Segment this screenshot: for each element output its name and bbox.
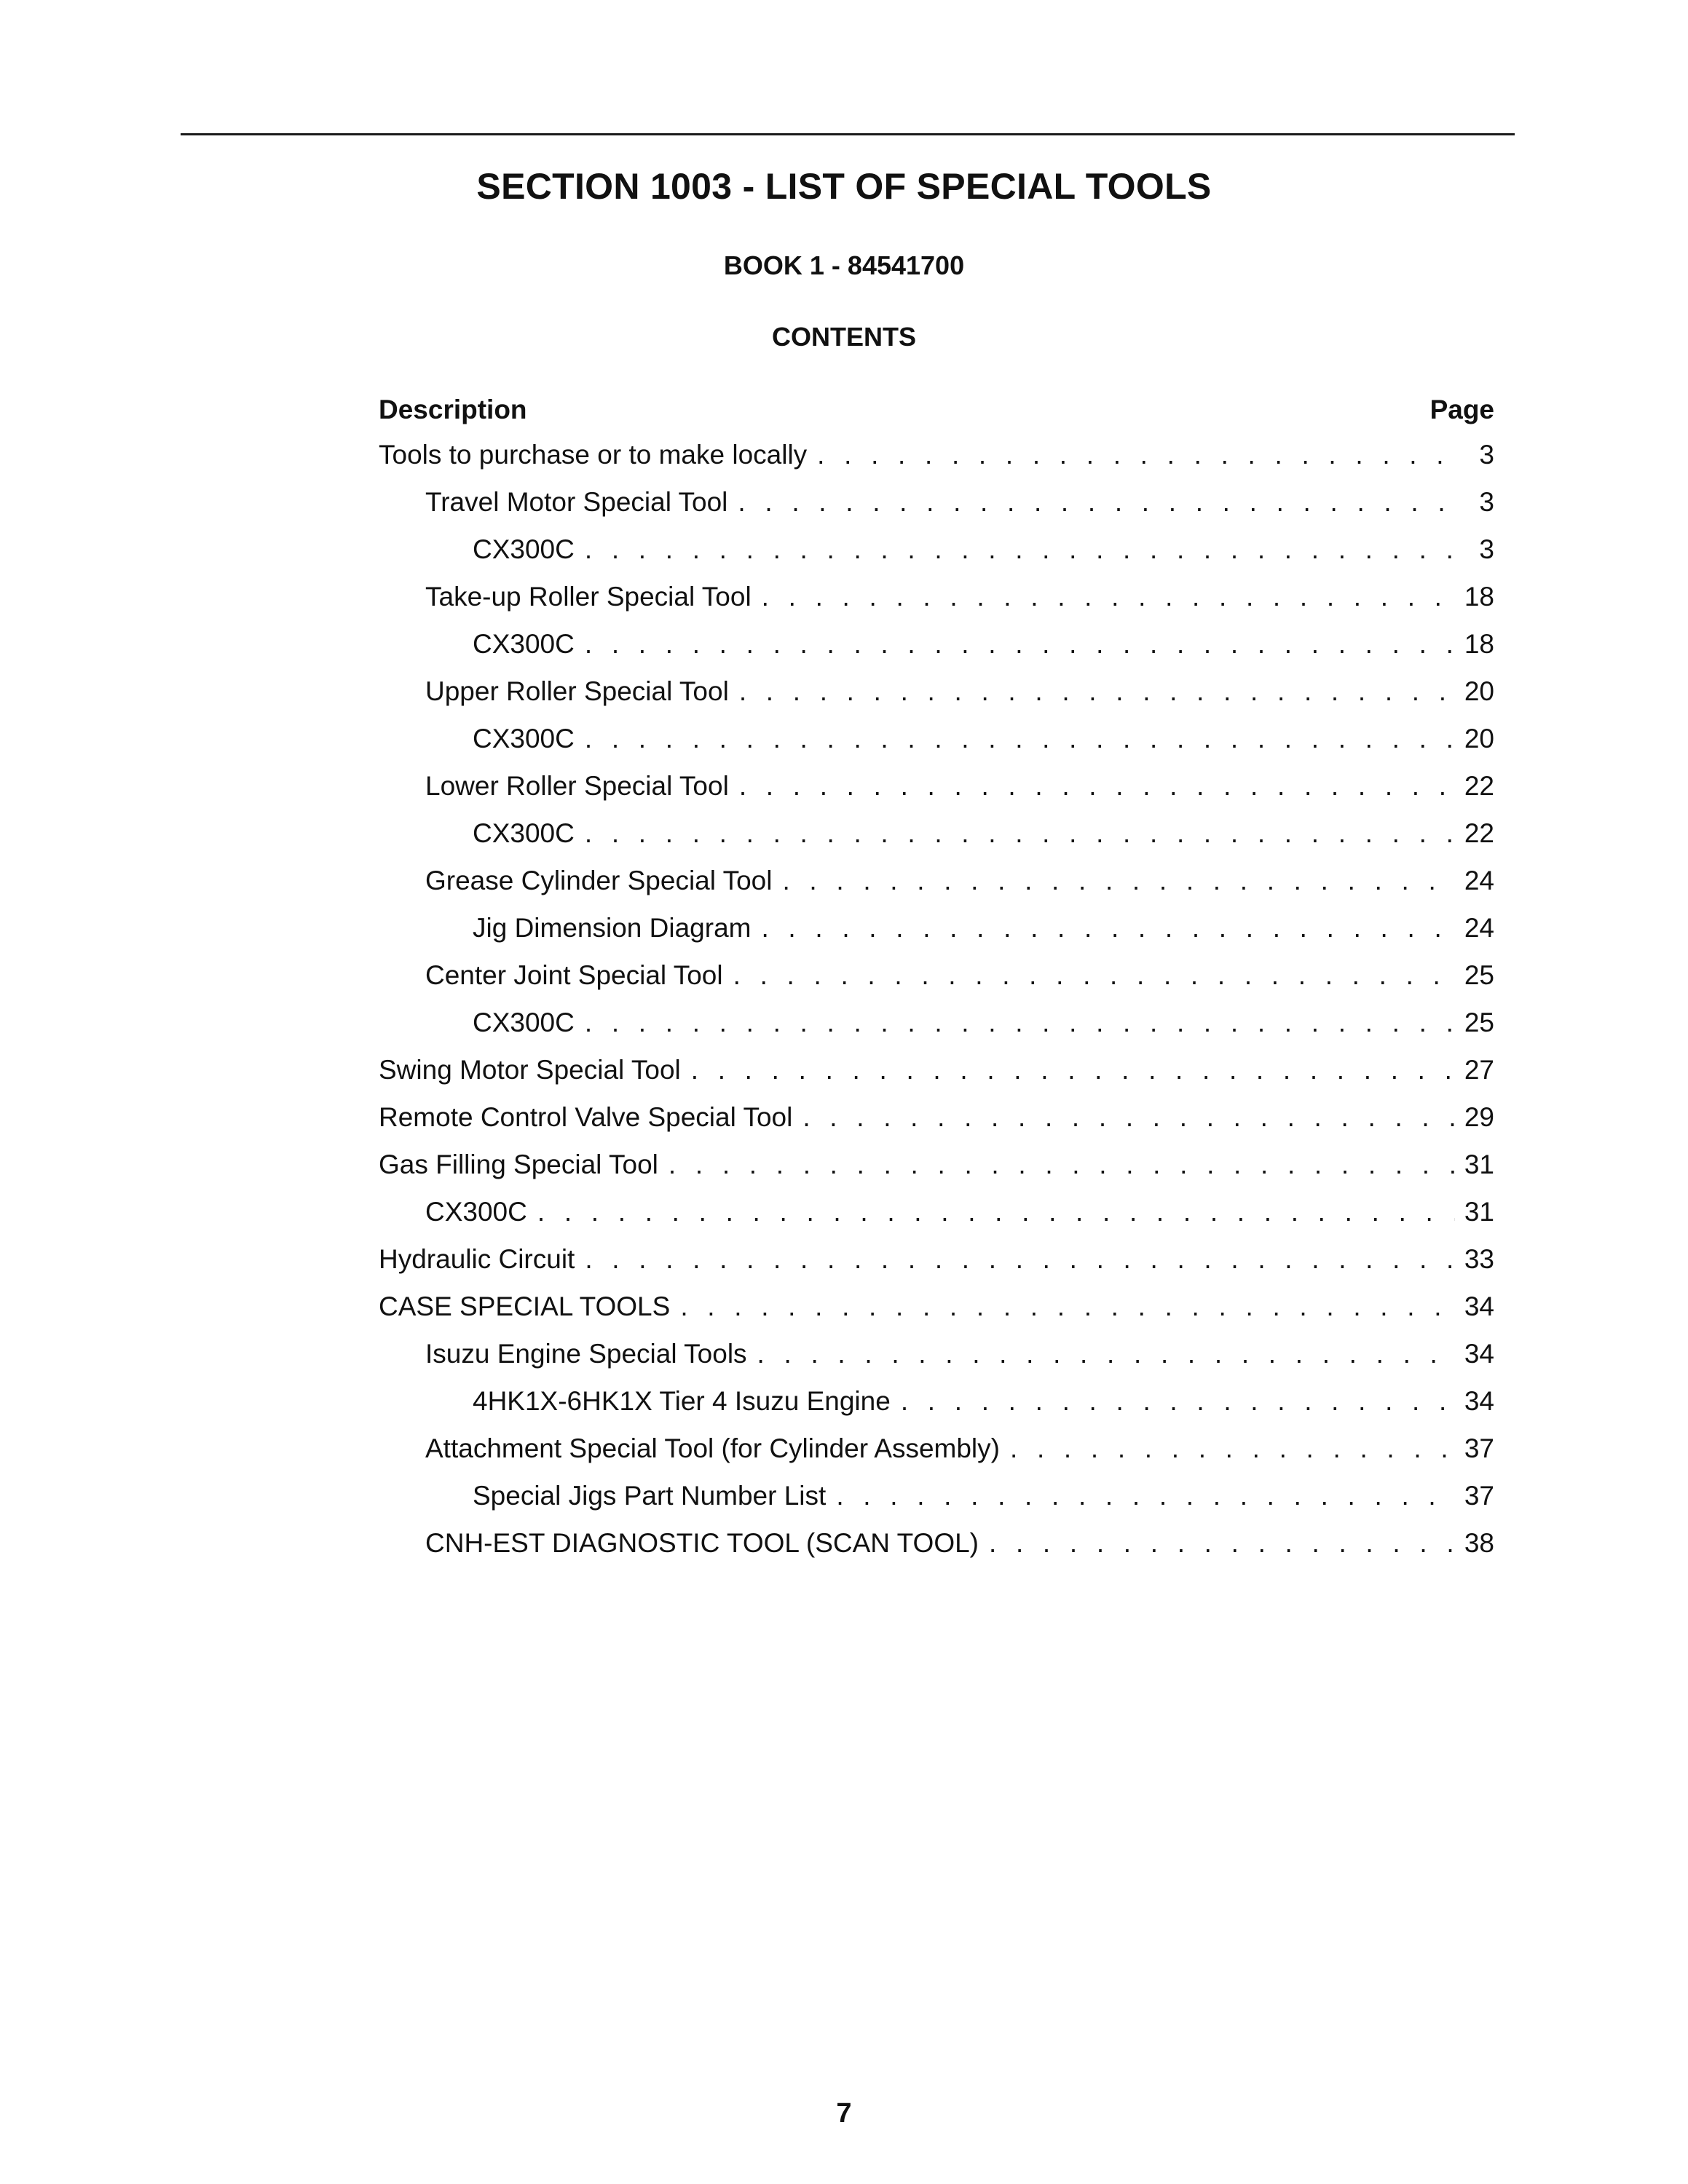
toc-entry-page: 3 [1479,534,1494,564]
toc-entry-page: 22 [1464,771,1494,801]
toc-entry[interactable] [379,951,1494,999]
toc-entry-label: CASE SPECIAL TOOLS [379,1291,671,1321]
toc-dot-leader [733,951,1455,999]
toc-entry[interactable] [379,1141,1494,1188]
toc-entry-label: Tools to purchase or to make locally [379,440,808,470]
toc-entry[interactable] [379,1377,1494,1425]
section-title: SECTION 1003 - LIST OF SPECIAL TOOLS [476,166,1212,207]
toc-entry-page: 37 [1464,1481,1494,1511]
toc-entry[interactable] [379,478,1494,526]
toc-entry[interactable] [379,810,1494,857]
toc-entry-label: CX300C [473,818,575,848]
toc-dot-leader [585,1235,1455,1283]
toc-entry-label: Lower Roller Special Tool [425,771,729,801]
toc-dot-leader [739,762,1455,810]
toc-entry-label: Travel Motor Special Tool [425,487,728,517]
toc-entry-label: Jig Dimension Diagram [473,913,752,943]
toc-dot-leader [669,1141,1455,1188]
toc-entry[interactable] [379,431,1494,478]
toc-entry[interactable] [379,1093,1494,1141]
toc-dot-leader [757,1330,1455,1377]
toc-dot-leader [738,478,1455,526]
toc-dot-leader [585,999,1455,1046]
toc-entry-label: Grease Cylinder Special Tool [425,866,773,895]
toc-dot-leader [585,810,1455,857]
toc-header-description: Description [379,395,527,424]
header-rule [181,133,1515,135]
toc-entry-page: 34 [1464,1386,1494,1416]
toc-entry[interactable] [379,1425,1494,1472]
toc-dot-leader [585,715,1455,762]
toc-entry-label: CX300C [473,1008,575,1037]
toc-entry-page: 37 [1464,1433,1494,1463]
toc-entry-label: Upper Roller Special Tool [425,676,729,706]
toc-entry-page: 20 [1464,724,1494,753]
toc-dot-leader [1010,1425,1455,1472]
toc-entry[interactable] [379,1330,1494,1377]
toc-entry-label: Take-up Roller Special Tool [425,582,752,612]
toc-dot-leader [739,668,1455,715]
toc-dot-leader [836,1472,1455,1519]
toc-entry-page: 22 [1464,818,1494,848]
toc-dot-leader [761,904,1455,951]
toc-entry-page: 18 [1464,629,1494,659]
contents-heading: CONTENTS [772,322,916,352]
toc-header-page: Page [1429,395,1494,424]
toc-dot-leader [802,1093,1455,1141]
toc-list [379,431,1494,1567]
toc-dot-leader [762,573,1455,620]
toc-dot-leader [782,857,1455,904]
toc-entry-label: Remote Control Valve Special Tool [379,1102,793,1132]
page-number: 7 [836,2098,852,2129]
toc-dot-leader [585,526,1455,573]
table-of-contents [379,389,1494,1567]
toc-entry[interactable] [379,1188,1494,1235]
toc-entry-label: Isuzu Engine Special Tools [425,1339,747,1369]
toc-entry[interactable] [379,904,1494,951]
toc-entry[interactable] [379,715,1494,762]
toc-entry-page: 25 [1464,960,1494,990]
toc-entry-page: 29 [1464,1102,1494,1132]
toc-dot-leader [901,1377,1455,1425]
toc-entry[interactable] [379,1283,1494,1330]
toc-entry-label: CX300C [473,534,575,564]
toc-entry-page: 3 [1479,440,1494,470]
toc-entry[interactable] [379,999,1494,1046]
toc-dot-leader [817,431,1455,478]
toc-entry-page: 3 [1479,487,1494,517]
toc-entry-page: 27 [1464,1055,1494,1085]
toc-entry-label: Attachment Special Tool (for Cylinder Assembly) [425,1433,1000,1463]
toc-entry-page: 31 [1464,1150,1494,1179]
toc-entry-page: 20 [1464,676,1494,706]
toc-dot-leader [989,1519,1455,1567]
toc-dot-leader [691,1046,1455,1093]
toc-entry-label: Center Joint Special Tool [425,960,723,990]
toc-entry[interactable] [379,1046,1494,1093]
toc-entry-page: 31 [1464,1197,1494,1227]
toc-entry[interactable] [379,1235,1494,1283]
toc-entry-label: Swing Motor Special Tool [379,1055,681,1085]
book-number: BOOK 1 - 84541700 [723,250,965,280]
toc-entry-label: CNH-EST DIAGNOSTIC TOOL (SCAN TOOL) [425,1528,979,1558]
toc-entry[interactable] [379,1519,1494,1567]
toc-entry-label: CX300C [473,629,575,659]
toc-entry[interactable] [379,620,1494,668]
toc-entry-label: Hydraulic Circuit [379,1244,575,1274]
toc-header [379,389,1494,431]
toc-entry-page: 34 [1464,1339,1494,1369]
toc-entry-label: 4HK1X-6HK1X Tier 4 Isuzu Engine [473,1386,891,1416]
toc-entry-page: 24 [1464,866,1494,895]
toc-entry-page: 34 [1464,1291,1494,1321]
toc-entry-label: Gas Filling Special Tool [379,1150,658,1179]
toc-entry-page: 18 [1464,582,1494,612]
toc-entry-page: 25 [1464,1008,1494,1037]
toc-entry[interactable] [379,668,1494,715]
toc-entry-label: CX300C [473,724,575,753]
toc-dot-leader [537,1188,1455,1235]
toc-dot-leader [680,1283,1455,1330]
toc-entry[interactable] [379,526,1494,573]
toc-entry-label: CX300C [425,1197,527,1227]
toc-entry[interactable] [379,762,1494,810]
toc-entry-page: 24 [1464,913,1494,943]
toc-entry-page: 33 [1464,1244,1494,1274]
toc-entry[interactable] [379,1472,1494,1519]
toc-dot-leader [585,620,1455,668]
toc-entry[interactable] [379,573,1494,620]
toc-entry[interactable] [379,857,1494,904]
toc-entry-label: Special Jigs Part Number List [473,1481,827,1511]
toc-entry-page: 38 [1464,1528,1494,1558]
